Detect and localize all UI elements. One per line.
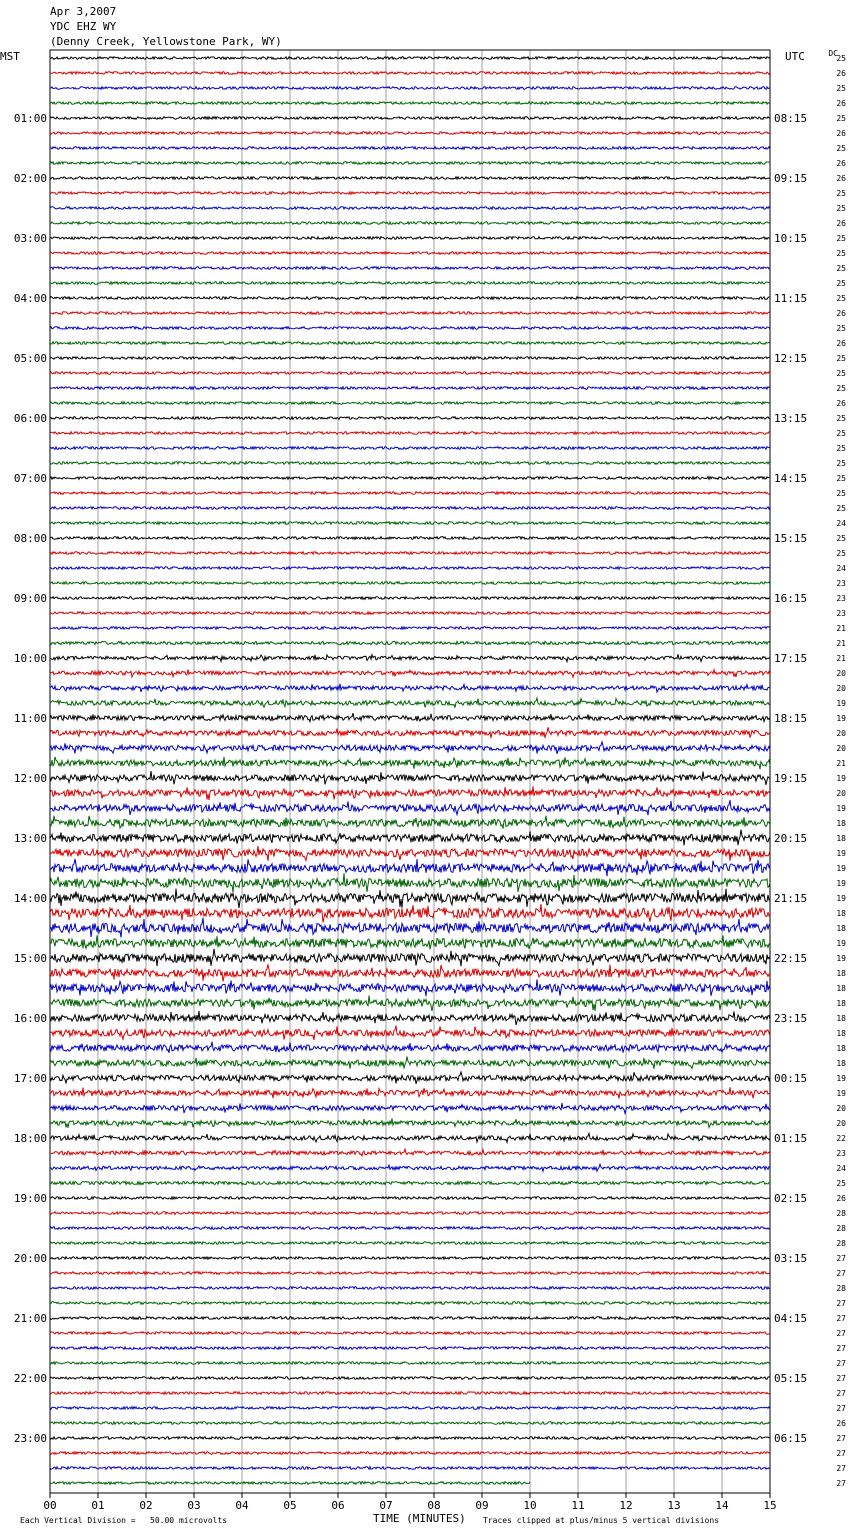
dc-offset-row-64: 18: [836, 1014, 846, 1023]
dc-offset-row-50: 19: [836, 804, 846, 813]
left-time-label: 07:00: [13, 472, 47, 485]
dc-offset-row-88: 27: [836, 1374, 846, 1383]
trace-row-5: [50, 132, 770, 135]
dc-offset-row-48: 19: [836, 774, 846, 783]
trace-row-82: [50, 1287, 770, 1290]
trace-row-32: [50, 537, 770, 540]
trace-row-24: [50, 417, 770, 420]
dc-offset-row-7: 26: [836, 159, 846, 168]
x-tick-label: 03: [187, 1499, 201, 1512]
dc-offset-row-18: 25: [836, 324, 846, 333]
right-time-label: 06:15: [774, 1432, 808, 1445]
dc-offset-row-2: 25: [836, 84, 846, 93]
trace-row-68: [50, 1072, 770, 1084]
x-tick-label: 08: [427, 1499, 441, 1512]
left-time-label: 08:00: [13, 532, 47, 545]
trace-row-55: [50, 873, 770, 892]
trace-row-29: [50, 492, 770, 495]
right-time-label: 05:15: [774, 1372, 808, 1385]
right-time-label: 02:15: [774, 1192, 808, 1205]
dc-offset-row-93: 27: [836, 1449, 846, 1458]
left-time-label: 02:00: [13, 172, 47, 185]
dc-offset-row-57: 18: [836, 909, 846, 918]
right-time-label: 23:15: [774, 1012, 808, 1025]
trace-row-86: [50, 1347, 770, 1350]
trace-row-51: [50, 816, 770, 829]
right-time-label: 15:15: [774, 532, 808, 545]
dc-offset-row-60: 19: [836, 954, 846, 963]
dc-offset-row-31: 24: [836, 519, 846, 528]
trace-row-70: [50, 1103, 770, 1113]
trace-row-57: [50, 904, 770, 922]
dc-offset-row-91: 26: [836, 1419, 846, 1428]
trace-row-66: [50, 1042, 770, 1053]
dc-offset-row-44: 19: [836, 714, 846, 723]
trace-row-77: [50, 1212, 770, 1215]
dc-offset-row-61: 18: [836, 969, 846, 978]
trace-row-27: [50, 462, 770, 465]
trace-row-19: [50, 342, 770, 345]
right-time-label: 14:15: [774, 472, 808, 485]
trace-row-56: [50, 889, 770, 908]
dc-offset-row-56: 19: [836, 894, 846, 903]
dc-offset-row-67: 18: [836, 1059, 846, 1068]
right-time-label: 09:15: [774, 172, 808, 185]
x-tick-label: 11: [571, 1499, 585, 1512]
dc-offset-row-23: 26: [836, 399, 846, 408]
dc-offset-row-86: 27: [836, 1344, 846, 1353]
dc-offset-row-37: 23: [836, 609, 846, 618]
dc-offset-row-45: 20: [836, 729, 846, 738]
trace-row-28: [50, 477, 770, 480]
dc-offset-row-33: 25: [836, 549, 846, 558]
dc-offset-row-14: 25: [836, 264, 846, 273]
plot-frame: [50, 50, 770, 1493]
trace-row-43: [50, 698, 770, 708]
trace-row-22: [50, 387, 770, 390]
dc-offset-row-77: 28: [836, 1209, 846, 1218]
dc-offset-row-62: 18: [836, 984, 846, 993]
trace-row-52: [50, 830, 770, 846]
trace-row-3: [50, 102, 770, 105]
trace-row-38: [50, 627, 770, 630]
dc-offset-row-32: 25: [836, 534, 846, 543]
dc-offset-row-35: 23: [836, 579, 846, 588]
trace-row-88: [50, 1377, 770, 1380]
dc-offset-row-47: 21: [836, 759, 846, 768]
trace-row-6: [50, 147, 770, 150]
trace-row-20: [50, 357, 770, 360]
dc-offset-row-0: 25: [836, 54, 846, 63]
trace-row-39: [50, 641, 770, 644]
dc-offset-row-26: 25: [836, 444, 846, 453]
dc-offset-row-95: 27: [836, 1479, 846, 1488]
right-time-label: 10:15: [774, 232, 808, 245]
trace-row-63: [50, 996, 770, 1012]
trace-row-83: [50, 1302, 770, 1305]
x-tick-label: 01: [91, 1499, 105, 1512]
trace-row-80: [50, 1257, 770, 1260]
dc-offset-row-94: 27: [836, 1464, 846, 1473]
left-time-label: 15:00: [13, 952, 47, 965]
trace-row-47: [50, 757, 770, 769]
dc-offset-row-9: 25: [836, 189, 846, 198]
left-time-label: 20:00: [13, 1252, 47, 1265]
trace-row-87: [50, 1362, 770, 1365]
x-tick-label: 04: [235, 1499, 249, 1512]
dc-offset-row-81: 27: [836, 1269, 846, 1278]
trace-row-67: [50, 1057, 770, 1069]
trace-row-91: [50, 1422, 770, 1425]
trace-row-9: [50, 192, 770, 195]
x-tick-label: 00: [43, 1499, 57, 1512]
x-tick-label: 13: [667, 1499, 681, 1512]
right-time-label: 12:15: [774, 352, 808, 365]
trace-row-37: [50, 612, 770, 615]
dc-offset-row-54: 19: [836, 864, 846, 873]
trace-row-18: [50, 327, 770, 330]
header-date: Apr 3,2007: [50, 5, 117, 18]
trace-row-93: [50, 1452, 770, 1455]
x-tick-label: 15: [763, 1499, 777, 1512]
right-axis-label: UTC: [785, 50, 805, 63]
dc-offset-row-49: 20: [836, 789, 846, 798]
left-time-label: 23:00: [13, 1432, 47, 1445]
dc-offset-row-11: 26: [836, 219, 846, 228]
trace-row-13: [50, 252, 770, 255]
dc-offset-row-1: 26: [836, 69, 846, 78]
right-time-label: 08:15: [774, 112, 808, 125]
dc-offset-row-43: 19: [836, 699, 846, 708]
trace-row-62: [50, 979, 770, 996]
left-time-label: 19:00: [13, 1192, 47, 1205]
dc-offset-row-16: 25: [836, 294, 846, 303]
dc-offset-row-34: 24: [836, 564, 846, 573]
dc-offset-row-85: 27: [836, 1329, 846, 1338]
dc-offset-row-29: 25: [836, 489, 846, 498]
x-tick-label: 09: [475, 1499, 489, 1512]
footer-clipping: Traces clipped at plus/minus 5 vertical divisions: [483, 1516, 720, 1525]
trace-row-45: [50, 727, 770, 738]
left-time-label: 10:00: [13, 652, 47, 665]
trace-row-54: [50, 859, 770, 876]
trace-row-8: [50, 177, 770, 180]
right-time-label: 17:15: [774, 652, 808, 665]
dc-offset-row-27: 25: [836, 459, 846, 468]
dc-offset-row-76: 26: [836, 1194, 846, 1203]
trace-row-40: [50, 654, 770, 661]
trace-row-1: [50, 72, 770, 75]
dc-offset-row-79: 28: [836, 1239, 846, 1248]
dc-offset-row-40: 21: [836, 654, 846, 663]
dc-offset-row-74: 24: [836, 1164, 846, 1173]
dc-offset-row-73: 23: [836, 1149, 846, 1158]
right-time-label: 04:15: [774, 1312, 808, 1325]
dc-offset-row-30: 25: [836, 504, 846, 513]
dc-offset-row-70: 20: [836, 1104, 846, 1113]
dc-offset-row-69: 19: [836, 1089, 846, 1098]
trace-row-71: [50, 1118, 770, 1127]
trace-row-36: [50, 597, 770, 600]
dc-offset-row-83: 27: [836, 1299, 846, 1308]
trace-row-23: [50, 402, 770, 405]
dc-offset-row-78: 28: [836, 1224, 846, 1233]
left-time-label: 12:00: [13, 772, 47, 785]
dc-offset-row-6: 25: [836, 144, 846, 153]
trace-row-64: [50, 1011, 770, 1025]
dc-offset-row-52: 18: [836, 834, 846, 843]
dc-offset-row-68: 19: [836, 1074, 846, 1083]
dc-offset-row-55: 19: [836, 879, 846, 888]
dc-offset-row-15: 25: [836, 279, 846, 288]
x-tick-label: 14: [715, 1499, 729, 1512]
dc-offset-row-46: 20: [836, 744, 846, 753]
dc-offset-row-71: 20: [836, 1119, 846, 1128]
trace-row-17: [50, 312, 770, 315]
dc-offset-row-20: 25: [836, 354, 846, 363]
left-time-label: 18:00: [13, 1132, 47, 1145]
dc-offset-row-41: 20: [836, 669, 846, 678]
trace-row-73: [50, 1149, 770, 1156]
left-time-label: 09:00: [13, 592, 47, 605]
x-tick-label: 07: [379, 1499, 393, 1512]
right-time-label: 00:15: [774, 1072, 808, 1085]
trace-row-81: [50, 1272, 770, 1275]
dc-offset-row-75: 25: [836, 1179, 846, 1188]
trace-row-7: [50, 162, 770, 165]
dc-offset-row-63: 18: [836, 999, 846, 1008]
trace-row-48: [50, 771, 770, 785]
dc-offset-row-22: 25: [836, 384, 846, 393]
right-time-label: 03:15: [774, 1252, 808, 1265]
dc-offset-row-19: 26: [836, 339, 846, 348]
dc-offset-row-25: 25: [836, 429, 846, 438]
left-time-label: 01:00: [13, 112, 47, 125]
trace-row-85: [50, 1332, 770, 1335]
right-time-label: 22:15: [774, 952, 808, 965]
x-axis-label: TIME (MINUTES): [373, 1512, 466, 1525]
trace-row-78: [50, 1227, 770, 1230]
trace-row-44: [50, 713, 770, 722]
dc-offset-row-3: 26: [836, 99, 846, 108]
dc-label: DC: [828, 49, 838, 58]
trace-row-58: [50, 918, 770, 938]
trace-row-41: [50, 669, 770, 677]
trace-row-10: [50, 207, 770, 210]
right-time-label: 13:15: [774, 412, 808, 425]
dc-offset-row-36: 23: [836, 594, 846, 603]
dc-offset-row-39: 21: [836, 639, 846, 648]
dc-offset-row-21: 25: [836, 369, 846, 378]
trace-row-72: [50, 1133, 770, 1142]
right-time-label: 16:15: [774, 592, 808, 605]
trace-row-14: [50, 267, 770, 270]
left-time-label: 14:00: [13, 892, 47, 905]
trace-row-16: [50, 297, 770, 300]
left-time-label: 17:00: [13, 1072, 47, 1085]
header-location: (Denny Creek, Yellowstone Park, WY): [50, 35, 282, 48]
header-station: YDC EHZ WY: [50, 20, 117, 33]
dc-offset-row-12: 25: [836, 234, 846, 243]
trace-row-33: [50, 552, 770, 555]
dc-offset-row-5: 26: [836, 129, 846, 138]
trace-row-4: [50, 117, 770, 120]
trace-row-75: [50, 1181, 770, 1184]
dc-offset-row-82: 28: [836, 1284, 846, 1293]
trace-row-79: [50, 1242, 770, 1245]
trace-row-69: [50, 1087, 770, 1098]
right-time-label: 11:15: [774, 292, 808, 305]
right-time-label: 21:15: [774, 892, 808, 905]
trace-row-74: [50, 1164, 770, 1171]
dc-offset-row-90: 27: [836, 1404, 846, 1413]
dc-offset-row-66: 18: [836, 1044, 846, 1053]
trace-row-59: [50, 935, 770, 949]
left-time-label: 05:00: [13, 352, 47, 365]
dc-offset-row-38: 21: [836, 624, 846, 633]
trace-row-53: [50, 846, 770, 861]
trace-row-92: [50, 1437, 770, 1440]
trace-row-2: [50, 87, 770, 90]
dc-offset-row-80: 27: [836, 1254, 846, 1263]
trace-row-30: [50, 507, 770, 510]
x-tick-label: 06: [331, 1499, 345, 1512]
left-time-label: 16:00: [13, 1012, 47, 1025]
left-time-label: 03:00: [13, 232, 47, 245]
left-axis-label: MST: [0, 50, 20, 63]
trace-row-94: [50, 1467, 770, 1470]
trace-row-89: [50, 1392, 770, 1395]
trace-row-11: [50, 222, 770, 225]
dc-offset-row-24: 25: [836, 414, 846, 423]
footer-scale: Each Vertical Division = 50.00 microvolts: [20, 1516, 228, 1525]
dc-offset-row-87: 27: [836, 1359, 846, 1368]
left-time-label: 13:00: [13, 832, 47, 845]
trace-row-46: [50, 742, 770, 754]
dc-offset-row-13: 25: [836, 249, 846, 258]
trace-row-49: [50, 786, 770, 800]
trace-row-0: [50, 57, 770, 60]
trace-row-65: [50, 1026, 770, 1040]
trace-row-34: [50, 567, 770, 570]
dc-offset-row-92: 27: [836, 1434, 846, 1443]
dc-offset-row-51: 18: [836, 819, 846, 828]
right-time-label: 18:15: [774, 712, 808, 725]
dc-offset-row-8: 26: [836, 174, 846, 183]
right-time-label: 20:15: [774, 832, 808, 845]
trace-row-12: [50, 237, 770, 240]
trace-row-25: [50, 432, 770, 435]
trace-row-26: [50, 447, 770, 450]
dc-offset-row-89: 27: [836, 1389, 846, 1398]
trace-row-61: [50, 964, 770, 981]
trace-row-42: [50, 684, 770, 692]
left-time-label: 22:00: [13, 1372, 47, 1385]
left-time-label: 04:00: [13, 292, 47, 305]
dc-offset-row-10: 25: [836, 204, 846, 213]
right-time-label: 01:15: [774, 1132, 808, 1145]
trace-row-31: [50, 522, 770, 525]
x-tick-label: 10: [523, 1499, 537, 1512]
trace-row-60: [50, 949, 770, 966]
dc-offset-row-17: 26: [836, 309, 846, 318]
trace-row-35: [50, 582, 770, 585]
dc-offset-row-28: 25: [836, 474, 846, 483]
trace-row-50: [50, 800, 770, 815]
dc-offset-row-84: 27: [836, 1314, 846, 1323]
x-tick-label: 12: [619, 1499, 633, 1512]
trace-row-90: [50, 1407, 770, 1410]
x-tick-label: 05: [283, 1499, 297, 1512]
trace-row-21: [50, 372, 770, 375]
dc-offset-row-72: 22: [836, 1134, 846, 1143]
x-tick-label: 02: [139, 1499, 153, 1512]
right-time-label: 19:15: [774, 772, 808, 785]
dc-offset-row-58: 18: [836, 924, 846, 933]
trace-row-76: [50, 1197, 770, 1200]
trace-row-15: [50, 282, 770, 285]
dc-offset-row-4: 25: [836, 114, 846, 123]
left-time-label: 21:00: [13, 1312, 47, 1325]
dc-offset-row-42: 20: [836, 684, 846, 693]
left-time-label: 06:00: [13, 412, 47, 425]
left-time-label: 11:00: [13, 712, 47, 725]
dc-offset-row-65: 18: [836, 1029, 846, 1038]
dc-offset-row-59: 19: [836, 939, 846, 948]
dc-offset-row-53: 19: [836, 849, 846, 858]
trace-row-84: [50, 1317, 770, 1320]
